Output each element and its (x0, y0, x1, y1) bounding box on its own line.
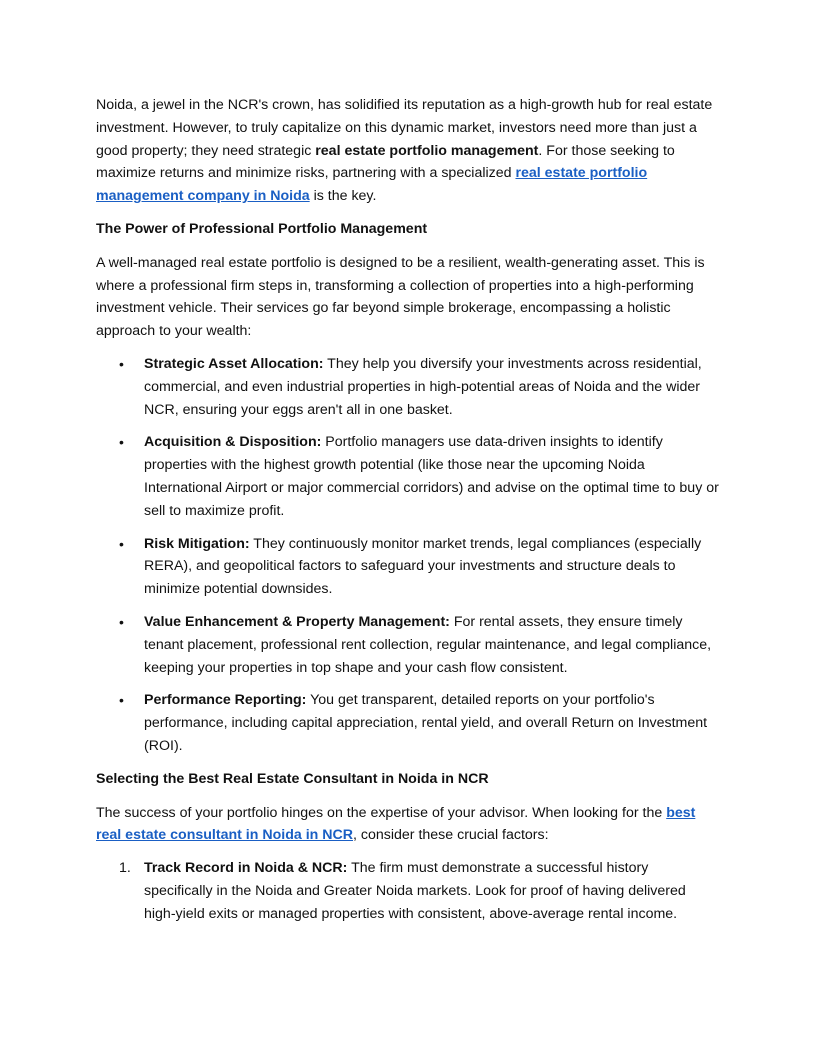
services-list (96, 353, 720, 758)
list-item-text: Portfolio managers use data-driven insights to identify properties with the highest growth potential (like those near the upcoming Noida International Airport or major commercial corridors) and advise on the optimal time to buy or sell to maximize profit. (144, 434, 719, 519)
list-item (96, 533, 720, 601)
list-item-text: You get transparent, detailed reports on your portfolio's performance, including capital appreciation, rental yield, and overall Return on Investment (ROI). (144, 692, 708, 754)
list-item-text: The firm must demonstrate a successful history specifically in the Noida and Greater Noida markets. Look for proof of having delivered high-yield exits or managed properties with consistent, above-average rental income. (144, 860, 686, 922)
section2-text-2: , consider these crucial factors: (353, 827, 549, 844)
list-item-term: Acquisition & Disposition: (144, 434, 322, 451)
section2-paragraph (96, 802, 720, 848)
bullet-icon: • (119, 613, 124, 630)
list-item-term: Track Record in Noida & NCR: (144, 860, 348, 877)
list-item-text: For rental assets, they ensure timely tenant placement, professional rent collection, regular maintenance, and legal compliance, keeping your properties in top shape and your cash flow consistent. (144, 613, 712, 676)
section1-paragraph: A well-managed real estate portfolio is designed to be a resilient, wealth-generating asset. This is where a professional firm steps in, transforming a collection of properties into a high-performing investment vehicle. Their services go far beyond simple brokerage, encompassing a holistic approach to your wealth: (96, 254, 705, 340)
list-item-text: They continuously monitor market trends, legal compliances (especially RERA), and geopolitical factors to safeguard your investments and structure deals to minimize potential downsides. (144, 535, 702, 598)
list-item-text: They help you diversify your investments across residential, commercial, and even industrial properties in high-potential areas of Noida and the wider NCR, ensuring your eggs aren't all in one basket. (144, 355, 702, 418)
list-item (96, 611, 720, 679)
section2-text-1: The success of your portfolio hinges on the expertise of your advisor. When looking for the (96, 804, 667, 821)
section1-heading: The Power of Professional Portfolio Management (96, 220, 428, 237)
intro-text-2: . For those seeking to maximize returns and minimize risks, partnering with a specialized (96, 142, 675, 182)
list-item (96, 689, 720, 757)
intro-text-1: Noida, a jewel in the NCR's crown, has solidified its reputation as a high-growth hub for real estate investment. However, to truly capitalize on this dynamic market, investors need more than just a good property; they need strategic (96, 97, 713, 159)
bullet-icon: • (119, 434, 124, 451)
intro-bold-phrase: real estate portfolio management (315, 142, 539, 159)
list-item-term: Performance Reporting: (144, 692, 307, 709)
bullet-icon: • (119, 535, 124, 552)
intro-text-3: is the key. (309, 188, 377, 205)
bullet-icon: • (119, 692, 124, 709)
portfolio-management-company-link[interactable]: real estate portfolio management company in Noida (96, 165, 648, 205)
best-consultant-link[interactable]: best real estate consultant in Noida in NCR (96, 804, 696, 844)
list-item-term: Value Enhancement & Property Management: (144, 613, 450, 630)
section2-heading: Selecting the Best Real Estate Consultant in Noida in NCR (96, 770, 489, 787)
intro-paragraph (96, 94, 720, 208)
list-item (96, 353, 720, 421)
list-item (96, 857, 720, 925)
list-item-term: Risk Mitigation: (144, 535, 250, 552)
list-item-number: 1. (119, 860, 131, 877)
list-item (96, 431, 720, 522)
bullet-icon: • (119, 355, 124, 372)
factors-list (96, 857, 720, 925)
list-item-term: Strategic Asset Allocation: (144, 355, 324, 372)
